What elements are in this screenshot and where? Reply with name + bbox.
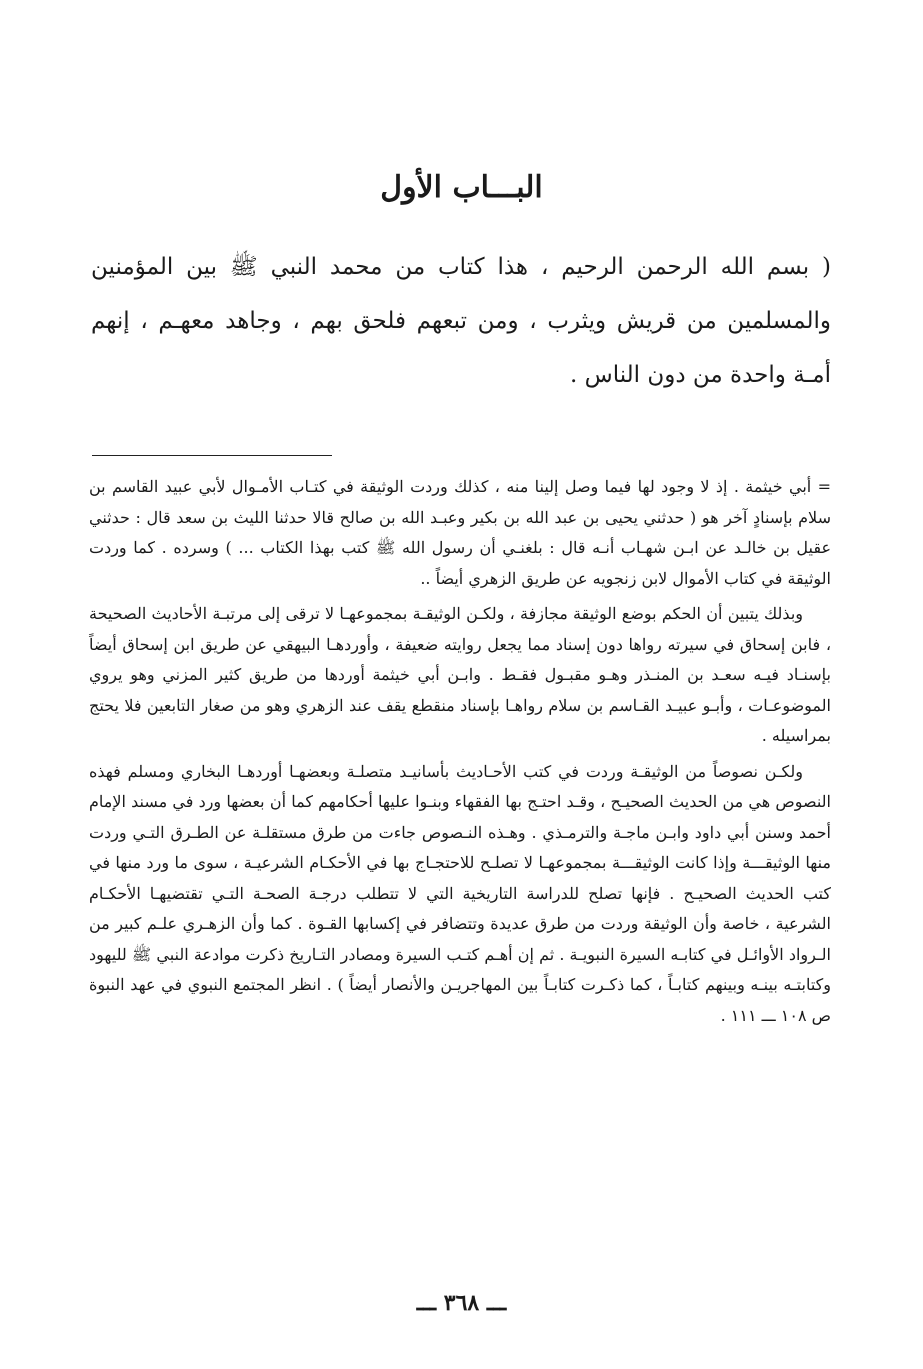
footnote-paragraph-3: ولكـن نصوصاً من الوثيقـة وردت في كتب الأحـاديث بأسانيـد متصلـة وبعضهـا أوردهـا البخاري ومسلم فهذه النصوص هي من الحديث الصحيـح ، وقـد احتـج بها الفقهاء وبنـوا عليها أحكامهم كما أن بعضها ورد في مسند الإمام أحمد وسنن أبي داود وابـن ماجـة والترمـذي . وهـذه النـصوص جاءت من طرق مستقلـة عن الطـرق التـي وردت منها الوثيقـــة وإذا كانت الوثيقـــة بمجموعهـا لا تصلـح للاحتجـاج بها في الأحكـام الشرعيـة ، سوى ما ورد منها في كتب الحديث الصحيـح . فإنها تصلح للدراسة التاريخية التي لا تتطلب درجـة الصحـة التـي تقتضيهـا الأحكـام الشرعية ، خاصة وأن الوثيقة وردت من طرق عديدة وتتضافر في إكسابها القـوة . كما وأن الزهـري علـم كبير من الـرواد الأوائـل في كتابـه السيرة النبويـة . ثم إن أهـم كتـب السيرة ومصادر التـاريخ ذكرت موادعة النبي ﷺ لليهود وكتابتـه بينـه وبينهم كتابـاً ، كما ذكـرت كتابـاً بين المهاجريـن والأنصار أيضاً ) . انظر المجتمع النبوي في عهد النبوة ص ١٠٨ ـــ ١١١ . xyxy=(89,761,832,1025)
main-text: ( بسم الله الرحمن الرحيم ، هذا كتاب من محمد النبي ﷺ بين المؤمنين والمسلمين من قريش ويثرب ، ومن تبعهم فلحق بهم ، وجاهد معهـم ، إنهم أمـة واحدة من دون الناس . xyxy=(91,254,831,388)
footnote-paragraph-1: = أبي خيثمة . إذ لا وجود لها فيما وصل إلينا منه ، كذلك وردت الوثيقة في كتـاب الأمـوال لأبي عبيد القاسم بن سلام بإسنادٍ آخر هو ( حدثني يحيى بن عبد الله بن بكير وعبـد الله بن صالح قالا حدثنا الليث بن سعد قال : حدثني عقيل بن خالـد عن ابـن شهـاب أنـه قال : بلغنـي أن رسول الله ﷺ كتب بهذا الكتاب ... ) وسرده . كما وردت الوثيقة في كتاب الأموال لابن زنجويه عن طريق الزهري أيضاً .. xyxy=(89,477,832,588)
footnote-divider xyxy=(92,455,332,456)
footnote-paragraph-2: وبذلك يتبين أن الحكم بوضع الوثيقة مجازفة ، ولكـن الوثيقـة بمجموعهـا لا ترقى إلى مرتبـة الأحاديث الصحيحة ، فابن إسحاق في سيرته رواها دون إسناد مما يجعل روايته ضعيفة ، وأوردهـا البيهقي عن طريق ابن إسحاق أيضاً بإسنـاد فيـه سعـد بن المنـذر وهـو مقبـول فقـط . وابـن أبي خيثمة أوردها من طريق كثير المزني وهو يروي الموضوعـات ، وأبـو عبيـد القـاسم بن سلام رواهـا بإسناد منقطع يقف عند الزهري وهو من صغار التابعين فلا يحتج بمراسيله . xyxy=(89,604,831,745)
chapter-title: البـــاب الأول xyxy=(380,170,543,205)
footnotes xyxy=(89,472,831,1036)
page-number: ـــ ٣٦٨ ـــ xyxy=(416,1290,507,1316)
